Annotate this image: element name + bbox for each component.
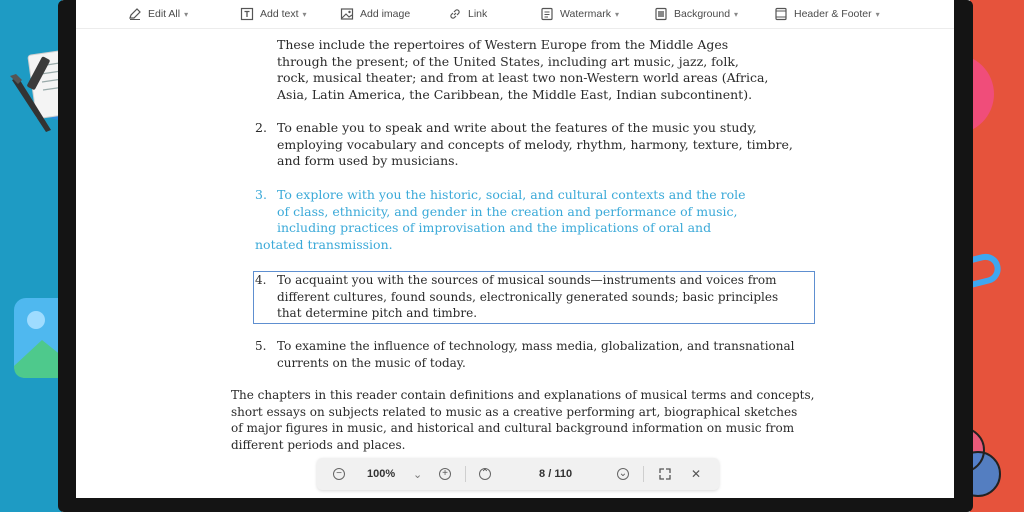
- text-line: To acquaint you with the sources of musical sounds—instruments and voices from: [277, 273, 777, 287]
- background-button[interactable]: [654, 6, 738, 22]
- text-line: Asia, Latin America, the Caribbean, the Middle East, Indian subcontinent).: [277, 86, 753, 102]
- previous-page-button[interactable]: [479, 466, 491, 482]
- list-number: 5.: [255, 339, 267, 353]
- text-line: of major figures in music, and historical and cultural background information on music from: [231, 421, 795, 436]
- wrapped-line: [255, 237, 393, 254]
- background-icon: [654, 7, 668, 21]
- zoom-in-button[interactable]: [439, 466, 451, 482]
- watermark-button[interactable]: [540, 6, 619, 22]
- text-line: and form used by musicians.: [277, 153, 459, 169]
- header-footer-label: Header & Footer: [794, 8, 872, 20]
- zoom-page-bar: [317, 458, 719, 490]
- text-line: that determine pitch and timbre.: [277, 306, 478, 321]
- text-line: The chapters in this reader contain definitions and explanations of musical terms and concepts,: [231, 388, 815, 402]
- add-text-label: Add text: [260, 8, 299, 20]
- fullscreen-icon: [659, 468, 671, 480]
- add-image-label: Add image: [360, 8, 411, 20]
- page-separator: /: [548, 468, 552, 480]
- chevron-down-icon: ▾: [875, 9, 880, 19]
- edit-all-label: Edit All: [148, 8, 181, 20]
- watermark-label: Watermark: [560, 8, 611, 20]
- divider: [643, 466, 644, 482]
- header-footer-icon: [774, 7, 788, 21]
- chevron-down-icon: ▾: [184, 9, 189, 19]
- link-button[interactable]: [448, 6, 487, 22]
- text-line: To explore with you the historic, social, and cultural contexts and the role: [277, 187, 746, 202]
- text-line: These include the repertoires of Western Europe from the Middle Ages: [277, 37, 729, 52]
- watermark-icon: [540, 7, 554, 21]
- next-page-button[interactable]: [617, 466, 629, 482]
- list-number: 2.: [255, 120, 267, 135]
- edit-toolbar: [76, 0, 954, 29]
- chevron-down-icon: ▾: [614, 9, 619, 19]
- add-image-icon: [340, 7, 354, 21]
- text-line: currents on the music of today.: [277, 355, 466, 370]
- text-selection-box[interactable]: [253, 271, 815, 324]
- page-indicator[interactable]: [539, 466, 572, 482]
- chevron-down-icon: ⌄: [618, 468, 628, 479]
- add-text-button[interactable]: [240, 6, 307, 22]
- zoom-level[interactable]: [367, 466, 395, 482]
- close-button[interactable]: [691, 466, 701, 482]
- chevron-down-icon: ⌄: [413, 468, 423, 481]
- link-label: Link: [468, 8, 488, 20]
- pdf-editor-screen: [76, 0, 954, 498]
- zoom-in-icon: +: [439, 468, 451, 480]
- list-number: 4.: [255, 273, 267, 287]
- zoom-dropdown[interactable]: [413, 466, 422, 482]
- text-line: different cultures, found sounds, electronically generated sounds; basic principles: [277, 289, 779, 304]
- add-image-button[interactable]: [340, 6, 410, 22]
- chevron-down-icon: ▾: [302, 9, 307, 19]
- total-pages: 110: [554, 468, 573, 480]
- fullscreen-button[interactable]: [659, 466, 671, 482]
- zoom-level-value: 100%: [367, 468, 396, 480]
- current-page: 8: [539, 468, 546, 480]
- edit-all-button[interactable]: [128, 6, 188, 22]
- edit-icon: [128, 7, 142, 21]
- divider: [465, 466, 466, 482]
- text-line: short essays on subjects related to music as a creative performing art, biographical sketches: [231, 404, 798, 419]
- text-line: including practices of improvisation and the implications of oral and: [277, 220, 712, 236]
- add-text-icon: [240, 7, 254, 21]
- text-line: employing vocabulary and concepts of melody, rhythm, harmony, texture, timbre,: [277, 136, 793, 152]
- text-line: To enable you to speak and write about the features of the music you study,: [277, 120, 757, 135]
- text-line: To examine the influence of technology, mass media, globalization, and transnational: [277, 339, 795, 353]
- text-line: rock, musical theater; and from at least two non-Western world areas (Africa,: [277, 70, 769, 86]
- document-page: [76, 28, 954, 498]
- header-footer-button[interactable]: [774, 6, 880, 22]
- link-icon: [448, 7, 462, 21]
- chevron-down-icon: ▾: [734, 9, 739, 19]
- closing-paragraph[interactable]: [231, 387, 814, 453]
- intro-paragraph[interactable]: [277, 37, 768, 103]
- text-line: through the present; of the United States, including art music, jazz, folk,: [277, 53, 739, 69]
- list-number: 3.: [255, 187, 267, 202]
- background-label: Background: [674, 8, 731, 20]
- text-line: different periods and places.: [231, 437, 406, 452]
- chevron-up-icon: ⌃: [480, 468, 490, 479]
- zoom-out-button[interactable]: [333, 466, 345, 482]
- text-line: notated transmission.: [255, 237, 393, 252]
- text-line: of class, ethnicity, and gender in the creation and performance of music,: [277, 203, 738, 219]
- zoom-out-icon: −: [333, 468, 345, 480]
- close-icon: ✕: [691, 467, 702, 481]
